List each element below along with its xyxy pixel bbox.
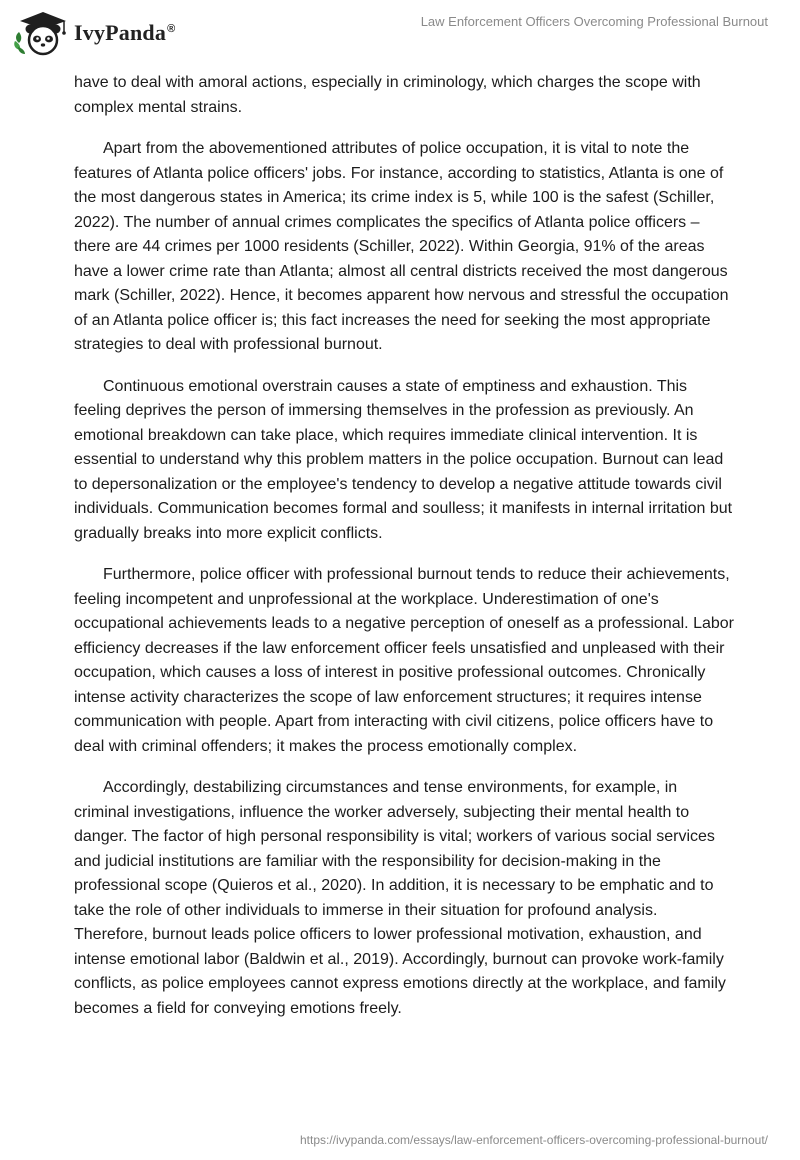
paragraph: Furthermore, police officer with professional burnout tends to reduce their achievements, feeling incompetent and unprofessional at the workplace. Underestimation of one's occupational achievements leads to a negative perception of oneself as a professional. Labor efficiency decreases if the law enforcement officer feels unsatisfied and unpleased with their occupation, which causes a loss of interest in positive professional outcomes. Chronically intense activity characterizes the scope of law enforcement structures; it requires intense communication with people. Apart from interacting with civil citizens, police officers have to deal with criminal offenders; it makes the process emotionally complex. — [74, 566, 734, 755]
paragraph: Accordingly, destabilizing circumstances and tense environments, for example, in criminal investigations, influence the worker adversely, subjecting their mental health to danger. The factor of high personal responsibility is vital; workers of various social services and judicial institutions are familiar with the responsibility for decision-making in the professional scope (Quieros et al., 2020). In addition, it is necessary to be emphatic and to take the role of other individuals to immerse in their situation for profound analysis. Therefore, burnout leads police officers to lower professional motivation, exhaustion, and intense emotional labor (Baldwin et al., 2019). Accordingly, burnout can provoke work-family conflicts, as police employees cannot express emotions directly at the workplace, and family becomes a field for conveying emotions freely. — [74, 779, 726, 1017]
source-url[interactable]: https://ivypanda.com/essays/law-enforcement-officers-overcoming-professional-burnout/ — [300, 1133, 768, 1147]
paragraph: have to deal with amoral actions, especially in criminology, which charges the scope with complex mental strains. — [74, 74, 701, 116]
panda-graduate-icon — [14, 10, 72, 56]
ivypanda-logo[interactable] — [14, 10, 175, 56]
paragraph: Apart from the abovementioned attributes of police occupation, it is vital to note the features of Atlanta police officers' jobs. For instance, according to statistics, Atlanta is one of the most dangerous states in America; its crime index is 5, while 100 is the safest (Schiller, 2022). The number of annual crimes complicates the specifics of Atlanta police officers – there are 44 crimes per 1000 residents (Schiller, 2022). Within Georgia, 91% of the areas have a lower crime rate than Atlanta; almost all central districts received the most dangerous mark (Schiller, 2022). Hence, it becomes apparent how nervous and stressful the occupation of an Atlanta police officer is; this fact increases the need for seeking the most appropriate strategies to deal with professional burnout. — [74, 140, 729, 353]
document-title: Law Enforcement Officers Overcoming Professional Burnout — [420, 14, 768, 29]
essay-body — [74, 71, 734, 1038]
registered-mark: ® — [167, 22, 176, 35]
brand-name: IvyPanda® — [74, 20, 176, 45]
page-header — [0, 0, 800, 70]
paragraph: Continuous emotional overstrain causes a state of emptiness and exhaustion. This feeling deprives the person of immersing themselves in the profession as previously. An emotional breakdown can take place, which requires immediate clinical intervention. It is essential to understand why this problem matters in the police occupation. Burnout can lead to depersonalization or the employee's tendency to develop a negative attitude towards civil individuals. Communication becomes formal and soulless; it manifests in internal irritation but gradually breaks into more explicit conflicts. — [74, 377, 733, 542]
